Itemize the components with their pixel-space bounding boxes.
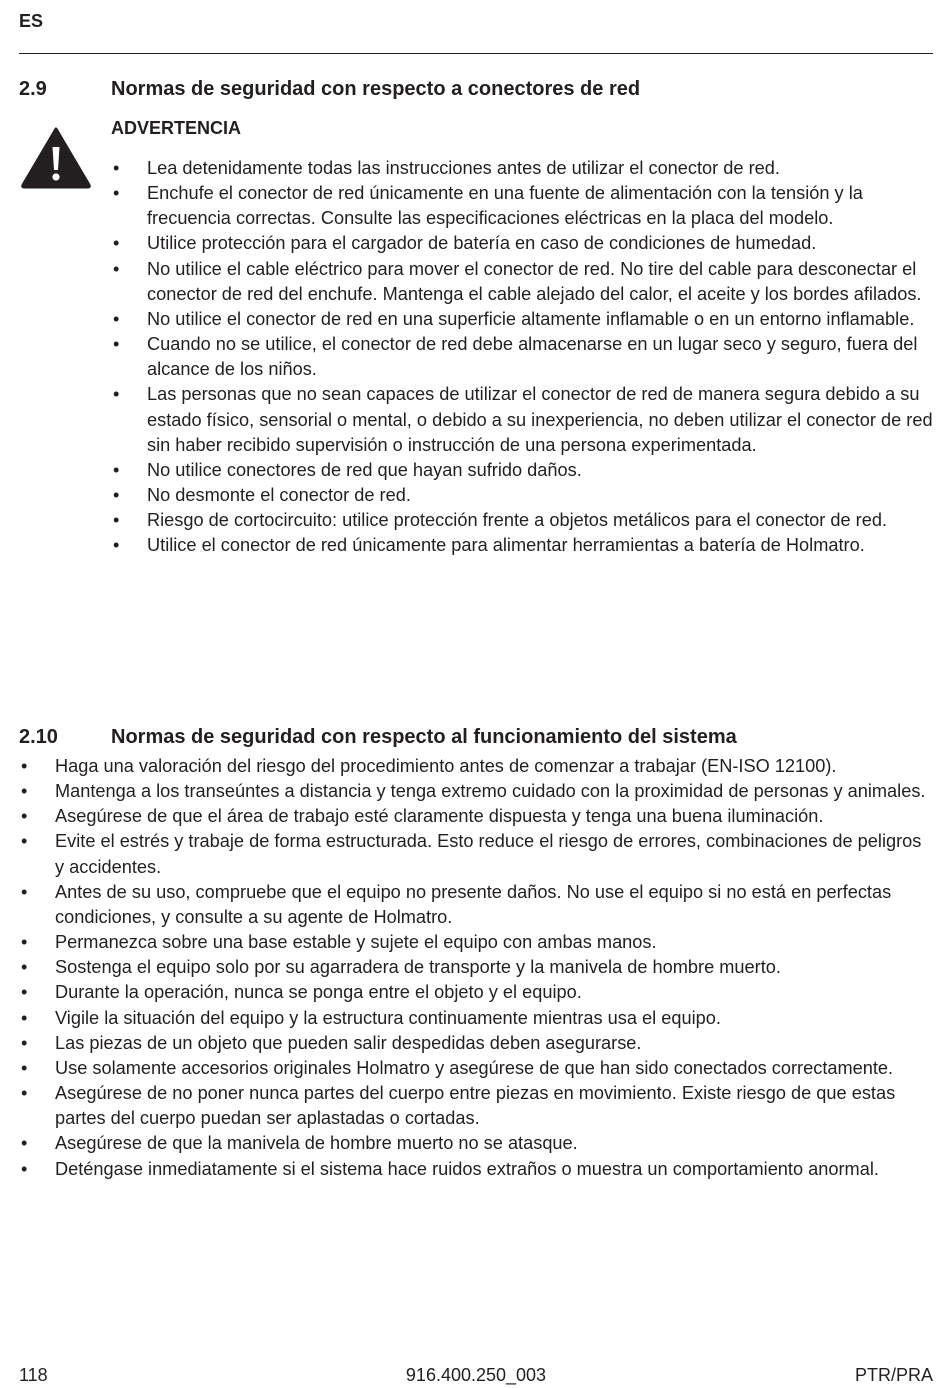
- list-item-text: Lea detenidamente todas las instrucciones antes de utilizar el conector de red.: [147, 158, 780, 178]
- list-item: [111, 307, 933, 332]
- list-item-text: Durante la operación, nunca se ponga entre el objeto y el equipo.: [55, 982, 582, 1003]
- list-item-text: Vigile la situación del equipo y la estructura continuamente mientras usa el equipo.: [55, 1007, 721, 1028]
- bullet-icon: •: [21, 1007, 28, 1028]
- bullet-icon: •: [113, 535, 120, 556]
- warning-label: ADVERTENCIA: [111, 118, 242, 138]
- model-name: PTR/PRA: [854, 1365, 933, 1385]
- list-item-text: Las personas que no sean capaces de utilizar el conector de red de manera segura debido a su estado físico, sensorial o mental, o debido a su inexperiencia, no deben utilizar el conector de red sin haber recibido supervisión o instrucción de una persona experimentada.: [147, 384, 933, 455]
- section-title: Normas de seguridad con respecto al funcionamiento del sistema: [111, 726, 737, 748]
- list-item: [111, 508, 933, 533]
- list-item: [19, 880, 933, 930]
- list-item: [111, 156, 933, 181]
- page-number: 118: [19, 1365, 48, 1385]
- warning-triangle-icon: [20, 125, 92, 189]
- bullet-icon: •: [21, 1032, 28, 1053]
- list-item: [111, 181, 933, 231]
- section-number: 2.10: [19, 726, 58, 748]
- section-2-9: [19, 76, 933, 559]
- list-item: [111, 231, 933, 256]
- list-item-text: No utilice el conector de red en una superficie altamente inflamable o en un entorno inflamable.: [147, 308, 915, 329]
- bullet-icon: •: [113, 485, 120, 506]
- bullet-icon: •: [21, 1133, 28, 1154]
- bullet-icon: •: [113, 258, 120, 279]
- list-item-text: Asegúrese de no poner nunca partes del cuerpo entre piezas en movimiento. Existe riesgo de que estas partes del cuerpo puedan ser aplastadas o cortadas.: [55, 1083, 896, 1129]
- list-item-text: Evite el estrés y trabaje de forma estructurada. Esto reduce el riesgo de errores, combinaciones de peligros y accidentes.: [55, 831, 922, 877]
- bullet-icon: •: [113, 384, 120, 405]
- list-item-text: Permanezca sobre una base estable y sujete el equipo con ambas manos.: [55, 932, 657, 953]
- bullet-icon: •: [21, 781, 28, 802]
- bullet-icon: •: [113, 334, 120, 355]
- list-item: [19, 930, 933, 955]
- list-item-text: Utilice el conector de red únicamente para alimentar herramientas a batería de Holmatro.: [147, 535, 865, 556]
- bullet-icon: •: [21, 881, 28, 902]
- list-item-text: Deténgase inmediatamente si el sistema hace ruidos extraños o muestra un comportamiento anormal.: [55, 1158, 879, 1179]
- section-2-10: [19, 724, 933, 1182]
- warning-list: [111, 156, 933, 559]
- list-item: [19, 754, 933, 779]
- page-footer: [19, 1365, 933, 1387]
- section-heading: [19, 724, 933, 750]
- safety-list: [19, 754, 933, 1182]
- list-item-text: Asegúrese de que la manivela de hombre muerto no se atasque.: [55, 1133, 578, 1154]
- section-title: Normas de seguridad con respecto a conectores de red: [111, 78, 641, 100]
- list-item-text: Cuando no se utilice, el conector de red debe almacenarse en un lugar seco y seguro, fuera del alcance de los niños.: [147, 334, 918, 380]
- list-item: [111, 458, 933, 483]
- bullet-icon: •: [113, 158, 120, 178]
- list-item: [19, 1056, 933, 1081]
- bullet-icon: •: [21, 1057, 28, 1078]
- bullet-icon: •: [113, 233, 120, 254]
- list-item: [19, 1081, 933, 1131]
- bullet-icon: •: [113, 308, 120, 329]
- bullet-icon: •: [113, 183, 120, 204]
- bullet-icon: •: [21, 1158, 28, 1179]
- list-item: [19, 804, 933, 829]
- list-item-text: No desmonte el conector de red.: [147, 485, 411, 506]
- list-item: [19, 1131, 933, 1156]
- bullet-icon: •: [21, 982, 28, 1003]
- bullet-icon: •: [21, 1083, 28, 1104]
- list-item-text: Riesgo de cortocircuito: utilice protección frente a objetos metálicos para el conector de red.: [147, 510, 888, 531]
- list-item: [19, 980, 933, 1005]
- list-item-text: Utilice protección para el cargador de batería en caso de condiciones de humedad.: [147, 233, 817, 254]
- bullet-icon: •: [21, 831, 28, 852]
- section-heading: [19, 76, 933, 102]
- list-item: [19, 1157, 933, 1182]
- bullet-icon: •: [21, 756, 28, 776]
- list-item: [19, 779, 933, 804]
- bullet-icon: •: [21, 806, 28, 827]
- list-item: [111, 332, 933, 382]
- list-item-text: Antes de su uso, compruebe que el equipo no presente daños. No use el equipo si no está en perfectas condiciones, y consulte a su agente de Holmatro.: [55, 881, 892, 927]
- bullet-icon: •: [21, 932, 28, 953]
- list-item-text: Enchufe el conector de red únicamente en una fuente de alimentación con la tensión y la frecuencia correctas. Consulte las especificaciones eléctricas en la placa del modelo.: [147, 183, 863, 229]
- list-item: [19, 1031, 933, 1056]
- list-item-text: No utilice el cable eléctrico para mover el conector de red. No tire del cable para desconectar el conector de red del enchufe. Mantenga el cable alejado del calor, el aceite y los bordes afilados.: [147, 258, 922, 304]
- list-item-text: Haga una valoración del riesgo del procedimiento antes de comenzar a trabajar (EN-ISO 12100).: [55, 756, 837, 776]
- list-item: [111, 257, 933, 307]
- list-item-text: Sostenga el equipo solo por su agarradera de transporte y la manivela de hombre muerto.: [55, 957, 781, 978]
- language-code: ES: [19, 11, 44, 31]
- list-item-text: No utilice conectores de red que hayan sufrido daños.: [147, 459, 582, 480]
- list-item-text: Mantenga a los transeúntes a distancia y tenga extremo cuidado con la proximidad de personas y animales.: [55, 781, 926, 802]
- list-item-text: Use solamente accesorios originales Holmatro y asegúrese de que han sido conectados correctamente.: [55, 1057, 894, 1078]
- list-item: [19, 955, 933, 980]
- list-item: [19, 1006, 933, 1031]
- bullet-icon: •: [113, 459, 120, 480]
- list-item: [111, 533, 933, 558]
- bullet-icon: •: [113, 510, 120, 531]
- bullet-icon: •: [21, 957, 28, 978]
- list-item: [111, 483, 933, 508]
- list-item-text: Las piezas de un objeto que pueden salir despedidas deben asegurarse.: [55, 1032, 642, 1053]
- document-number: 916.400.250_003: [405, 1365, 547, 1385]
- section-number: 2.9: [19, 78, 47, 100]
- header-divider: [19, 53, 933, 54]
- list-item-text: Asegúrese de que el área de trabajo esté claramente dispuesta y tenga una buena iluminación.: [55, 806, 824, 827]
- list-item: [19, 829, 933, 879]
- list-item: [111, 382, 933, 457]
